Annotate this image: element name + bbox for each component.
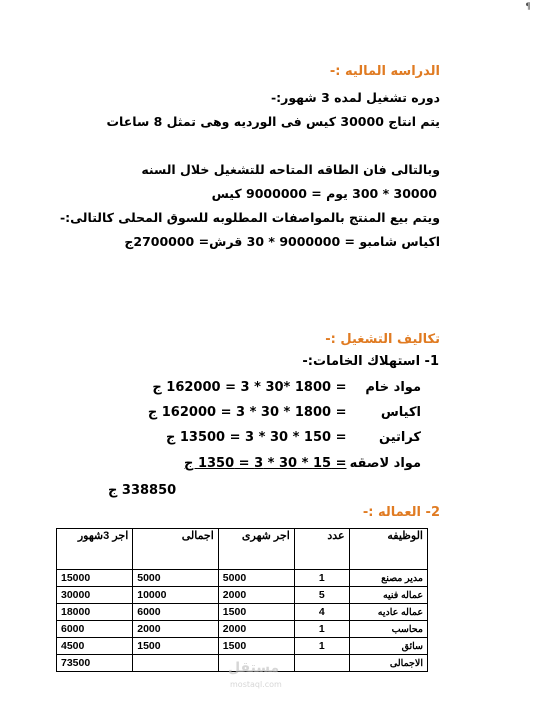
col-monthly: اجر شهرى xyxy=(218,529,294,570)
operating-heading: تكاليف التشغيل :- xyxy=(325,332,440,347)
cell-total: 6000 xyxy=(133,604,219,621)
cell-count: 1 xyxy=(294,621,349,638)
cell-role: محاسب xyxy=(349,621,427,638)
cell-grand-label: الاجمالى xyxy=(349,655,427,672)
sales-line: ويتم بيع المنتج بالمواصفات المطلوبه للسوق المحلى كالتالى:- xyxy=(59,210,440,225)
cell-quarter: 6000 xyxy=(57,621,133,638)
cell-count: 1 xyxy=(294,638,349,655)
materials-section: 1- استهلاك الخامات:- xyxy=(302,354,439,369)
cell-grand-quarter: 73500 xyxy=(57,655,133,672)
material-row xyxy=(166,430,421,445)
col-quarter: اجر 3شهور xyxy=(57,529,133,570)
cell-empty xyxy=(133,655,219,672)
material-name: كراتين xyxy=(379,430,421,445)
cycle-line: دوره تشغيل لمده 3 شهور:- xyxy=(270,90,440,105)
material-calc: = 15 * 30 * 3 = 1350 ج xyxy=(184,456,347,471)
cell-count: 1 xyxy=(294,570,349,587)
cell-count: 5 xyxy=(294,587,349,604)
material-name: مواد خام xyxy=(365,380,421,395)
cell-monthly: 5000 xyxy=(218,570,294,587)
cell-monthly: 2000 xyxy=(218,621,294,638)
cell-total: 2000 xyxy=(133,621,219,638)
cell-quarter: 18000 xyxy=(57,604,133,621)
production-line: يتم انتاج 30000 كيس فى الورديه وهى تمثل 8 ساعات xyxy=(106,114,440,129)
table-row xyxy=(57,621,428,638)
material-name: مواد لاصقه xyxy=(349,456,421,471)
labor-table xyxy=(56,528,428,672)
material-name: اكياس xyxy=(380,405,421,420)
material-row xyxy=(184,456,421,471)
table-row xyxy=(57,587,428,604)
material-row xyxy=(148,405,421,420)
cell-monthly: 1500 xyxy=(218,604,294,621)
sales-calc: اكياس شامبو = 9000000 * 30 قرش= 2700000ج xyxy=(124,234,440,249)
cell-total: 5000 xyxy=(133,570,219,587)
cell-total: 10000 xyxy=(133,587,219,604)
capacity-line: وبالتالى فان الطاقه المتاحه للتشغيل خلال السنه xyxy=(141,162,440,177)
cell-quarter: 30000 xyxy=(57,587,133,604)
table-row xyxy=(57,604,428,621)
financial-heading: الدراسه الماليه :- xyxy=(329,64,440,79)
table-row xyxy=(57,570,428,587)
material-row xyxy=(152,380,421,395)
cell-quarter: 15000 xyxy=(57,570,133,587)
cell-role: عماله عاديه xyxy=(349,604,427,621)
table-row xyxy=(57,638,428,655)
material-calc: = 150 * 30 * 3 = 13500 ج xyxy=(165,430,347,445)
material-calc: = 1800 *30 * 3 = 162000 ج xyxy=(152,380,347,395)
col-total: اجمالى xyxy=(133,529,219,570)
labor-heading: 2- العماله :- xyxy=(362,505,440,520)
cell-count: 4 xyxy=(294,604,349,621)
cell-total: 1500 xyxy=(133,638,219,655)
watermark-url: mostaql.com xyxy=(230,680,282,689)
cell-role: عماله فنيه xyxy=(349,587,427,604)
paragraph-mark: ¶ xyxy=(525,2,531,12)
cell-quarter: 4500 xyxy=(57,638,133,655)
watermark-logo: مستقل xyxy=(228,660,280,676)
cell-empty xyxy=(294,655,349,672)
col-role: الوظيفه xyxy=(349,529,427,570)
materials-total: 338850 ج xyxy=(108,483,177,498)
cell-monthly: 1500 xyxy=(218,638,294,655)
capacity-calc: 30000 * 300 يوم = 9000000 كيس xyxy=(211,186,437,201)
col-count: عدد xyxy=(294,529,349,570)
table-header-row xyxy=(57,529,428,570)
material-calc: = 1800 * 30 * 3 = 162000 ج xyxy=(147,405,347,420)
cell-role: مدير مصنع xyxy=(349,570,427,587)
cell-role: سائق xyxy=(349,638,427,655)
cell-monthly: 2000 xyxy=(218,587,294,604)
